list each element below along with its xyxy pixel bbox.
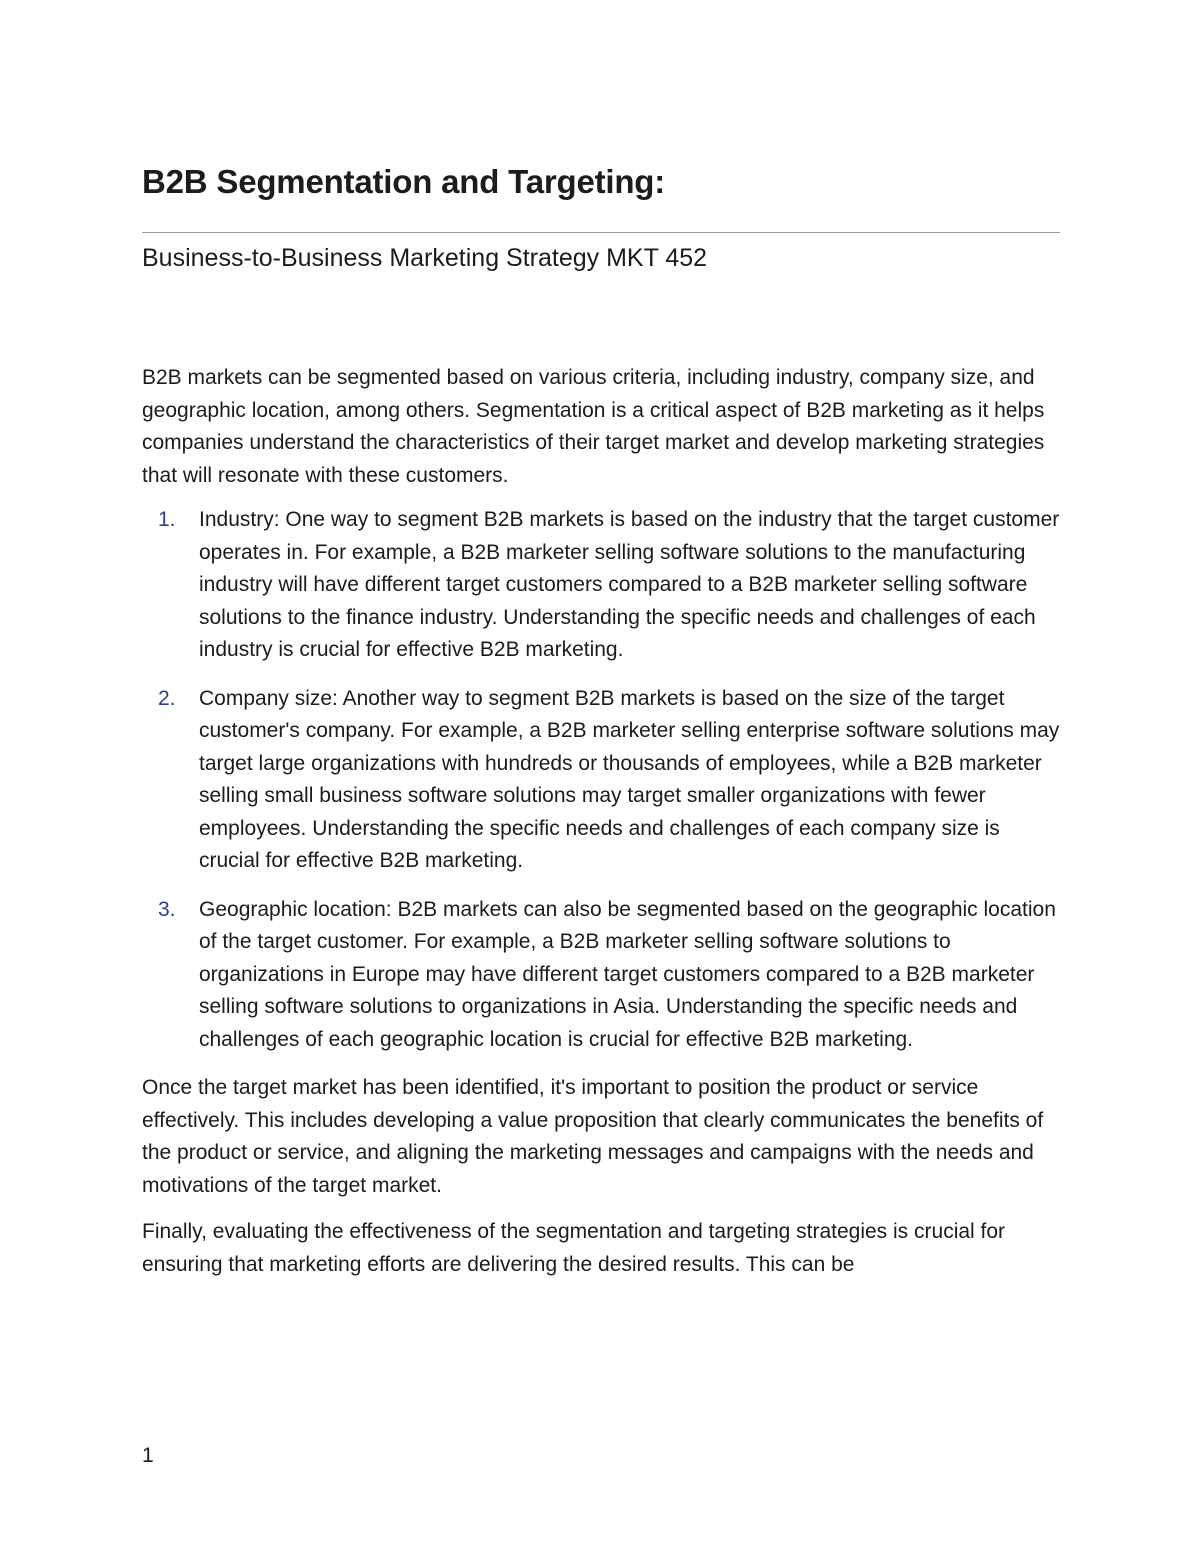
page-content: [142, 160, 1062, 1281]
list-item: [142, 504, 1062, 667]
list-item-text: Geographic location: B2B markets can also be segmented based on the geographic location of the target customer. For example, a B2B marketer selling software solutions to organizations in Europe may have different target customers compared to a B2B marketer selling software solutions to organizations in Asia. Understanding the specific needs and challenges of each geographic location is crucial for effective B2B marketing.: [199, 897, 1056, 1051]
list-item-text: Company size: Another way to segment B2B markets is based on the size of the target customer's company. For example, a B2B marketer selling enterprise software solutions may target large organizations with hundreds or thousands of employees, while a B2B marketer selling small business software solutions may target smaller organizations with fewer employees. Understanding the specific needs and challenges of each company size is crucial for effective B2B marketing.: [199, 686, 1060, 872]
page-number: 1: [142, 1444, 154, 1467]
list-item-text: Industry: One way to segment B2B markets is based on the industry that the target customer operates in. For example, a B2B marketer selling software solutions to the manufacturing industry will have different target customers compared to a B2B marketer selling software solutions to the finance industry. Understanding the specific needs and challenges of each industry is crucial for effective B2B marketing.: [199, 508, 1060, 661]
list-item-number: 3.: [158, 897, 176, 921]
list-item-number: 1.: [158, 508, 176, 531]
intro-paragraph: B2B markets can be segmented based on various criteria, including industry, company size, and geographic location, among others. Segmentation is a critical aspect of B2B marketing as it helps companies understand the characteristics of their target market and develop marketing strategies that will resonate with these customers.: [142, 366, 1045, 487]
title-divider: [142, 232, 1060, 233]
list-item: [142, 894, 1062, 1057]
evaluation-paragraph: Finally, evaluating the effectiveness of the segmentation and targeting strategies is crucial for ensuring that marketing efforts are delivering the desired results. This can be: [142, 1220, 1006, 1276]
list-item-number: 2.: [158, 686, 176, 710]
list-item: [142, 683, 1062, 878]
document-subtitle: Business-to-Business Marketing Strategy MKT 452: [142, 244, 708, 272]
positioning-paragraph: Once the target market has been identified, it's important to position the product or service effectively. This includes developing a value proposition that clearly communicates the benefits of the product or service, and aligning the marketing messages and campaigns with the needs and motivations of the target market.: [142, 1076, 1044, 1197]
segment-list: [142, 504, 1062, 1056]
document-title: B2B Segmentation and Targeting:: [142, 163, 666, 200]
